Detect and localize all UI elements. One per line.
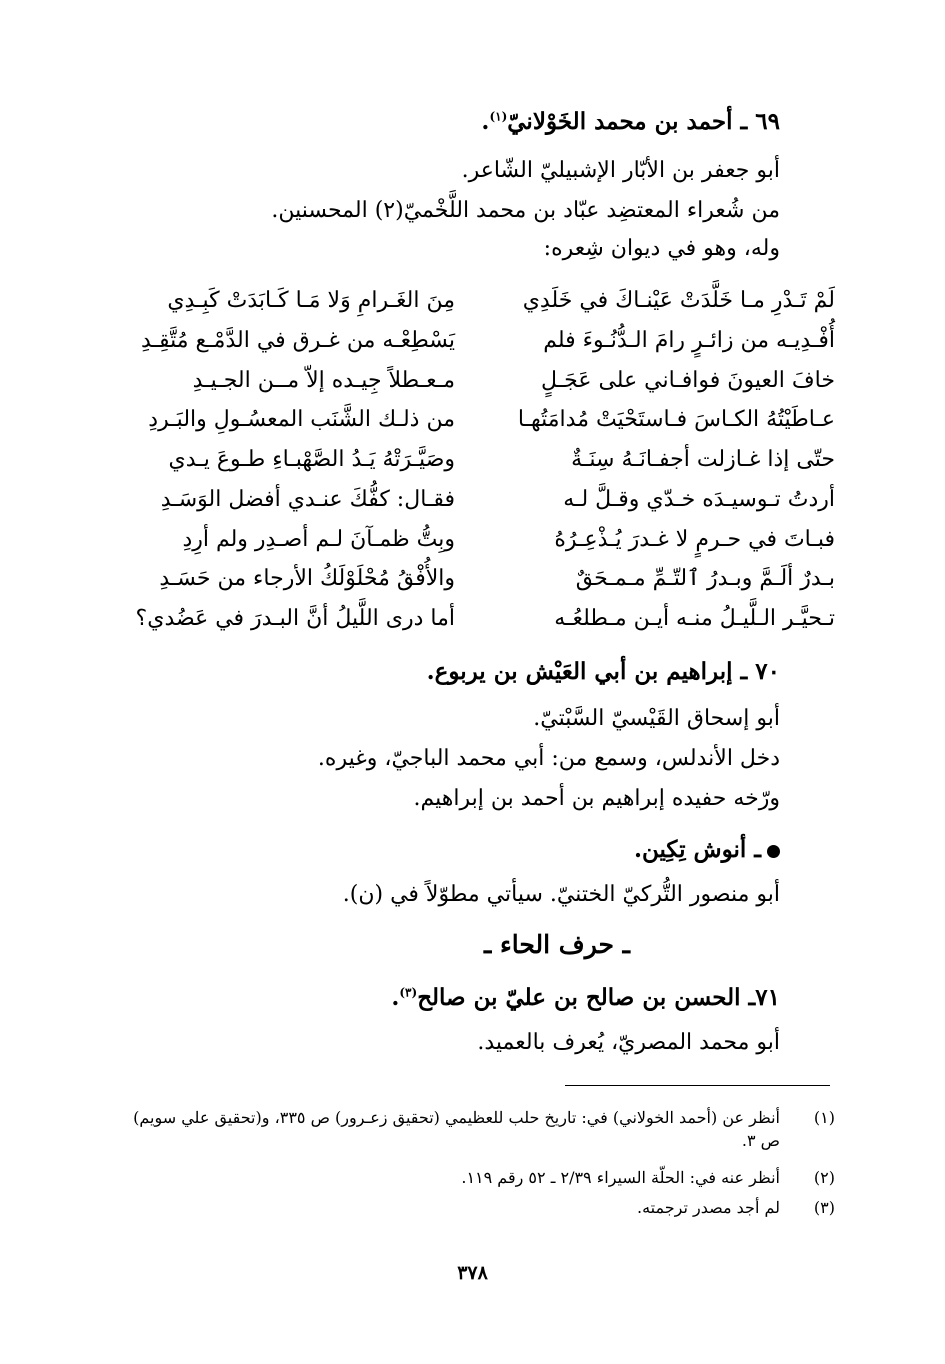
footnote-ref-3: (٣) bbox=[399, 985, 418, 1000]
poem-verse-3-second-hemistich: مـعـطلاً جِيـده إلاّ مــن الجـيـدِ bbox=[192, 368, 455, 393]
poem-verse-3-first-hemistich: خافَ العيونَ فوافـاني على عَجَـلٍ bbox=[541, 368, 835, 393]
footnote-1 bbox=[110, 1106, 835, 1152]
entry-70-line-2: دخل الأندلس، وسمع من: أبي محمد الباجيّ، وغيره. bbox=[317, 746, 780, 771]
entry-71-line: أبو محمد المصريّ، يُعرف بالعميد. bbox=[477, 1030, 780, 1055]
poem-verse-1-second-hemistich: مِنَ الغَـرامِ وَلا مَـا كَـابَدَتْ كَبِـدِي bbox=[167, 288, 455, 313]
page-number: ٣٧٨ bbox=[457, 1262, 488, 1284]
poem-verse-8-second-hemistich: والأُفْقُ مُحْلَوْلَكُ الأرجاء من حَسَـدِ bbox=[159, 566, 455, 591]
poem-verse-9-second-hemistich: أما درى اللَّيلُ أنَّ البـدرَ في عَضُدي؟ bbox=[135, 606, 455, 631]
footnote-1-number: (١) bbox=[813, 1108, 835, 1127]
entry-anush-title-text: ـ أنوش تِكِين. bbox=[633, 836, 761, 863]
entry-70-line-1: أبو إسحاق القَيْسيّ السَّبْتيّ. bbox=[533, 706, 780, 731]
poem-verse-5-second-hemistich: وصَيَّـرَتْهُ يَـدُ الصَّهْبـاءِ طـوعَ يـدي bbox=[168, 447, 455, 472]
poem-verse-9-first-hemistich: تـحيَّـر الـلَّيـلُ منـه أيـن مـطلعُـه bbox=[554, 606, 835, 631]
entry-69-line-3: وله، وهو في ديوان شِعره: bbox=[543, 236, 780, 261]
poem-verse-1-first-hemistich: لَمْ تَـدْرِ مـا خَلَّدَتْ عَيْنـاكَ في خَلَدِي bbox=[522, 288, 835, 313]
poem-verse-4-first-hemistich: عـاطَيْتُهُ الكـاسَ فـاستَحْيَتْ مُدامَتُهـا bbox=[517, 407, 835, 432]
bullet-icon bbox=[767, 845, 780, 858]
footnote-1-text: أنظر عن (أحمد الخولاني) في: تاريخ حلب للعظيمي (تحقيق زعـرور) ص ٣٣٥، و(تحقيق علي سويم) ص ٣. bbox=[133, 1108, 780, 1151]
poem-verse-5-first-hemistich: حتّى إذا غـازلت أجفـانَـهُ سِنَـةٌ bbox=[571, 447, 835, 472]
entry-71-title-text: ٧١ـ الحسن بن صالح بن عليّ بن صالح bbox=[417, 984, 780, 1011]
poem-verse-4-second-hemistich: من ذلـك الشَّنَب المعسُـولِ والبَـردِ bbox=[148, 407, 455, 432]
poem-verse-2-first-hemistich: أُفْـدِيـه من زائـرٍ رامَ الـدُّنُـوءَ فلم bbox=[543, 328, 835, 353]
footnote-2 bbox=[110, 1166, 835, 1189]
footnote-divider bbox=[565, 1085, 830, 1086]
entry-69-line-1: أبو جعفر بن الأبّار الإشبيليّ الشّاعر. bbox=[461, 158, 780, 183]
footnote-ref-1: (١) bbox=[489, 109, 508, 124]
section-heading: ـ حرف الحاء ـ bbox=[484, 930, 630, 959]
entry-71-title: ٧١ـ الحسن بن صالح بن عليّ بن صالح$^{(٣)}$. bbox=[391, 984, 780, 1011]
entry-anush-title bbox=[634, 836, 780, 864]
poem-verse-7-first-hemistich: فبـاتَ في حـرمٍ لا غـدرَ يُـذْعِـرُهُ bbox=[554, 527, 835, 552]
footnote-2-text: أنظر عنه في: الحلّة السيراء ٢/٣٩ ـ ٥٢ رقم ١١٩. bbox=[461, 1168, 780, 1187]
footnote-3 bbox=[110, 1196, 835, 1219]
poem-verse-6-second-hemistich: فقـال: كفُّكَ عنـدي أفضل الوَسَـدِ bbox=[160, 487, 455, 512]
poem-verse-7-second-hemistich: وبِتُّ ظمـآنَ لـم أصـدِر ولم أرِدِ bbox=[182, 527, 455, 552]
footnote-3-number: (٣) bbox=[813, 1198, 835, 1217]
poem-verse-2-second-hemistich: يَسْطِعْـه من غـرق في الدَّمْـع مُتَّقِـدِ bbox=[140, 328, 455, 353]
entry-69-line-2: من شُعراء المعتضِد عبّاد بن محمد اللَّخْميّ(٢) المحسنين. bbox=[271, 198, 780, 223]
entry-70-title: ٧٠ ـ إبراهيم بن أبي العَيْش بن يربوع. bbox=[426, 658, 780, 685]
entry-anush-line: أبو منصور التُّركيّ الختنيّ. سيأتي مطوّلاً في (ن). bbox=[342, 882, 780, 907]
footnote-2-number: (٢) bbox=[813, 1168, 835, 1187]
entry-69-title: ٦٩ ـ أحمد بن محمد الخَوْلانيّ$^{(١)}$. bbox=[481, 108, 780, 135]
poem-verse-8-first-hemistich: بـدرٌ ألَـمَّ وبـدرُ ٱلتّـمِّ مـمـحَقٌ bbox=[575, 566, 835, 591]
poem-verse-6-first-hemistich: أردتُ تـوسيـدَه خـدّي وقـلَّ لـه bbox=[563, 487, 835, 512]
footnote-3-text: لم أجد مصدر ترجمته. bbox=[637, 1198, 780, 1217]
entry-69-title-text: ٦٩ ـ أحمد بن محمد الخَوْلانيّ bbox=[507, 108, 780, 135]
entry-70-line-3: ورّخه حفيده إبراهيم بن أحمد بن إبراهيم. bbox=[413, 786, 780, 811]
